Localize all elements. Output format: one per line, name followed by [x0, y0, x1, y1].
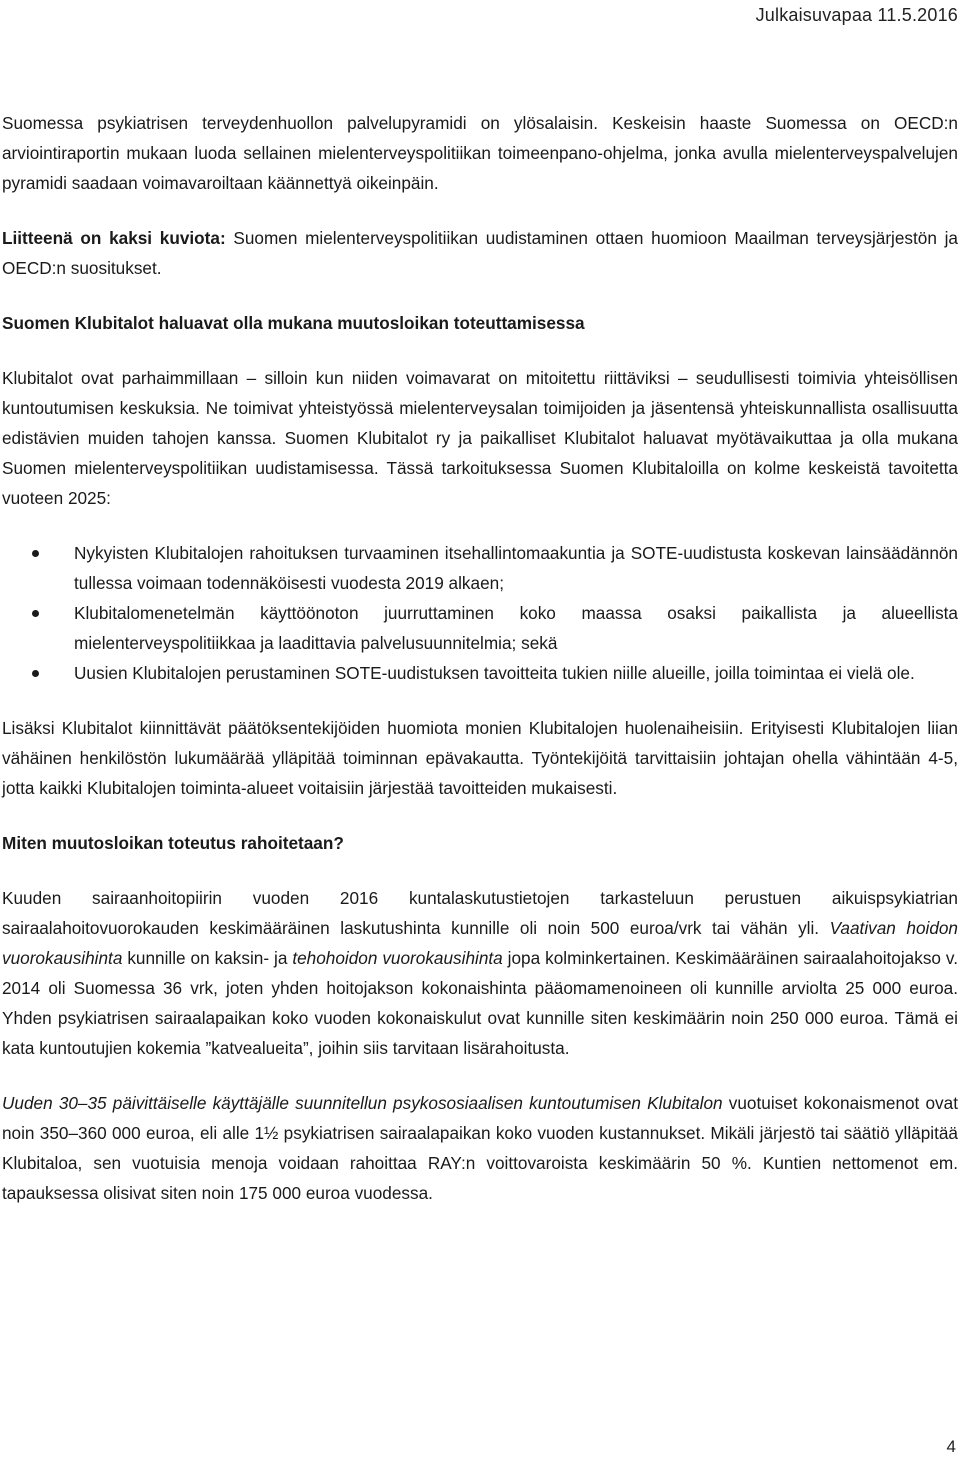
staffing-paragraph: Lisäksi Klubitalot kiinnittävät päätöksentekijöiden huomiota monien Klubitalojen huolenaiheisiin. Erityisesti Klubitalojen liian vähäinen henkilöstön lukumäärää ylläpitää toiminnan epävakautta. Työntekijöitä tarvittaisiin johtajan ohella vähintään 4-5, jotta kaikki Klubitalojen toiminta-alueet voitaisiin järjestää tavoitteiden mukaisesti.	[2, 718, 958, 798]
section-heading-clubhouses: Suomen Klubitalot haluavat olla mukana muutosloikan toteuttamisessa	[2, 313, 585, 333]
attachment-text: Suomen mielenterveyspolitiikan uudistaminen ottaen huomioon Maailman terveysjärjestön ja OECD:n suositukset.	[2, 228, 958, 278]
bullet-icon	[32, 550, 39, 557]
publication-date-header: Julkaisuvapaa 11.5.2016	[755, 5, 958, 25]
clubhouses-paragraph: Klubitalot ovat parhaimmillaan – silloin kun niiden voimavarat on mitoitettu riittäviksi – seudullisesti toimivia yhteisöllisen kuntoutumisen keskuksia. Ne toimivat yhteistyössä mielenterveysalan toimijoiden ja jäsentensä yhteiskunnallista osallisuutta edistävien muiden tahojen kanssa. Suomen Klubitalot ry ja paikalliset Klubitalot haluavat myötävaikuttaa ja olla mukana Suomen mielenterveyspolitiikan uudistamisessa. Tässä tarkoituksessa Suomen Klubitaloilla on kolme keskeistä tavoitetta vuoteen 2025:	[2, 368, 958, 508]
funding-paragraph-2: Uuden 30–35 päivittäiselle käyttäjälle suunnitellun psykososiaalisen kuntoutumisen Klubitalon vuotuiset kokonaismenot ovat noin 350–360 000 euroa, eli alle 1½ psykiatrisen sairaalapaikan koko vuoden kustannukset. Mikäli järjestö tai säätiö ylläpitää Klubitaloa, sen vuotuisia menoja voidaan rahoittaa RAY:n voittovaroista keskimäärin 50 %. Kuntien nettomenot em. tapauksessa olisivat siten noin 175 000 euroa vuodessa.	[2, 1093, 958, 1203]
intro-paragraph: Suomessa psykiatrisen terveydenhuollon palvelupyramidi on ylösalaisin. Keskeisin haaste Suomessa on OECD:n arviointiraportin mukaan luoda sellainen mielenterveyspolitiikan toimeenpano-ohjelma, jonka avulla mielenterveyspalvelujen pyramidi saadaan voimavaroiltaan käännettyä oikeinpäin.	[2, 113, 958, 193]
attachment-paragraph	[2, 223, 958, 283]
page-number: 4	[946, 1437, 956, 1456]
list-item: Nykyisten Klubitalojen rahoituksen turvaaminen itsehallintomaakuntia ja SOTE-uudistusta koskevan lainsäädännön tullessa voimaan todennäköisesti vuodesta 2019 alkaen;	[2, 538, 958, 598]
bullet-icon	[32, 610, 39, 617]
attachment-label: Liitteenä on kaksi kuviota:	[2, 228, 226, 248]
section-heading-funding: Miten muutosloikan toteutus rahoitetaan?	[2, 833, 344, 853]
list-item: Uusien Klubitalojen perustaminen SOTE-uudistuksen tavoitteita tukien niille alueille, joilla toimintaa ei vielä ole.	[2, 658, 958, 688]
funding-paragraph-1: Kuuden sairaanhoitopiirin vuoden 2016 kuntalaskutustietojen tarkasteluun perustuen aikuispsykiatrian sairaalahoitovuorokauden keskimääräinen laskutushinta kunnille oli noin 500 euroa/vrk tai vähän yli. Vaativan hoidon vuorokausihinta kunnille on kaksin- ja tehohoidon vuorokausihinta jopa kolminkertainen. Keskimääräinen sairaalahoitojakso v. 2014 oli Suomessa 36 vrk, joten yhden hoitojakson kokonaishinta pääomamenoineen oli kunnille arviolta 25 000 euroa. Yhden psykiatrisen sairaalapaikan koko vuoden kokonaiskulut ovat kunnille siten keskimäärin noin 250 000 euroa. Tämä ei kata kuntoutujien kokemia ”katvealueita”, joihin siis tarvitaan lisärahoitusta.	[2, 888, 959, 1058]
goals-list	[2, 538, 958, 688]
document-body	[2, 108, 958, 1208]
list-item: Klubitalomenetelmän käyttöönoton juurruttaminen koko maassa osaksi paikallista ja alueellista mielenterveyspolitiikkaa ja laadittavia palvelusuunnitelmia; sekä	[2, 598, 958, 658]
bullet-icon	[32, 670, 39, 677]
